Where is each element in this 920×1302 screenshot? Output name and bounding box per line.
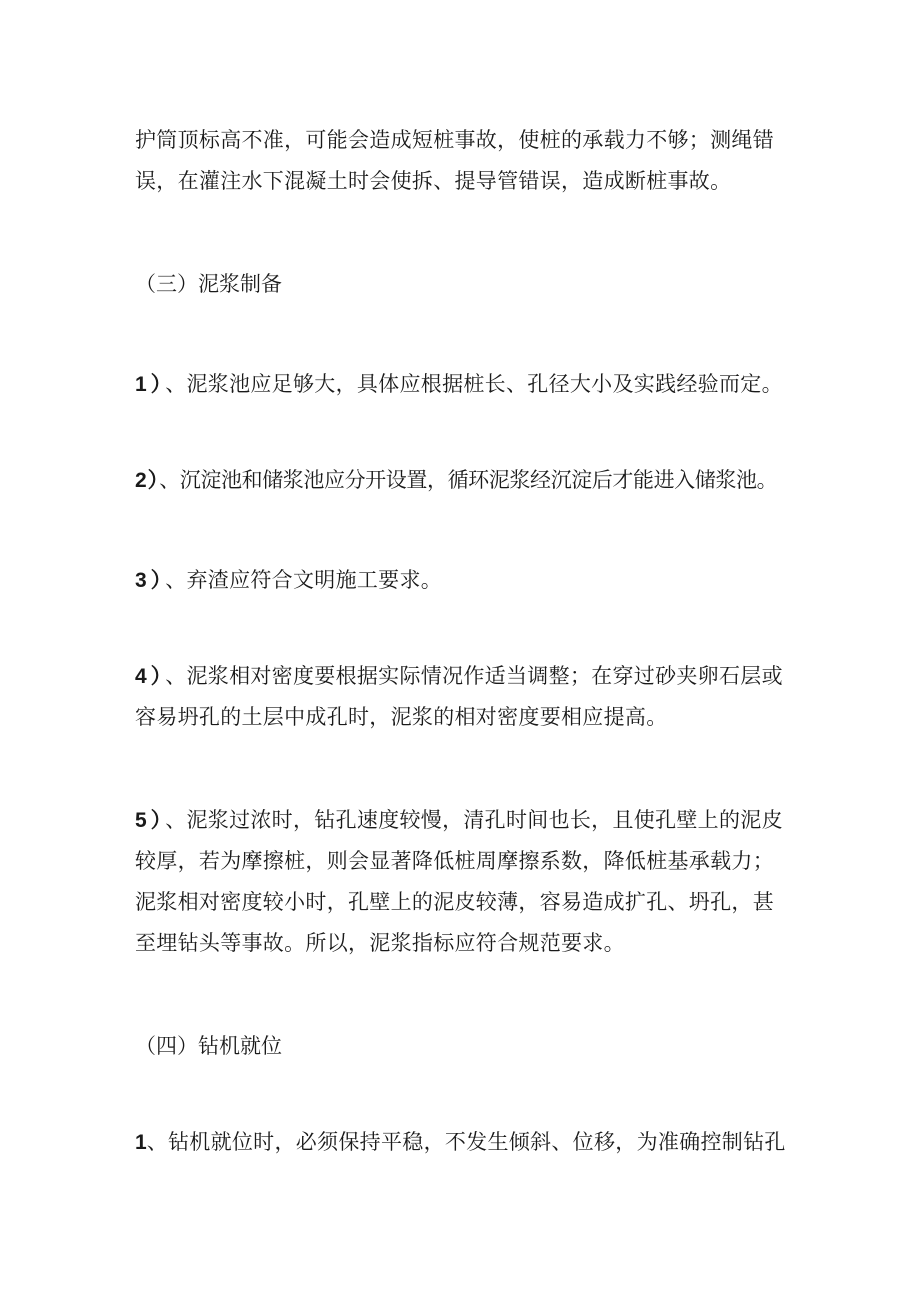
list-item-text: 、沉淀池和储浆池应分开设置，循环泥浆经沉淀后才能进入储浆池。 <box>159 468 778 492</box>
list-item-text: 、钻机就位时，必须保持平稳，不发生倾斜、位移，为准确控制钻孔 <box>146 1130 786 1154</box>
list-item-number: 4） <box>135 665 166 688</box>
paragraph-casing <box>135 120 795 202</box>
list-item-text: 、泥浆池应足够大，具体应根据桩长、孔径大小及实践经验而定。 <box>165 372 783 396</box>
list-item-number: 5） <box>135 809 166 832</box>
list-item-1 <box>135 364 795 405</box>
list-item-text: 、弃渣应符合文明施工要求。 <box>165 568 443 592</box>
section-heading-mud-preparation: （三）泥浆制备 <box>135 272 282 296</box>
list-item-2 <box>135 460 795 501</box>
list-item-number: 2） <box>135 469 160 492</box>
list-item-number: 1 <box>135 1131 147 1154</box>
list-item-4 <box>135 656 795 738</box>
paragraph-line: 泥浆相对密度较小时，孔壁上的泥皮较薄，容易造成扩孔、坍孔，甚 <box>135 890 774 914</box>
paragraph-line: 较厚，若为摩擦桩，则会显著降低桩周摩擦系数，降低桩基承载力； <box>135 849 774 873</box>
section-heading-rig-positioning: （四）钻机就位 <box>135 1034 282 1058</box>
list-item-text: 、泥浆相对密度要根据实际情况作适当调整；在穿过砂夹卵石层或 <box>165 664 783 688</box>
paragraph-line: 误，在灌注水下混凝土时会使拆、提导管错误，造成断桩事故。 <box>135 169 732 193</box>
list-item-number: 1） <box>135 373 166 396</box>
list-item-number: 3） <box>135 569 166 592</box>
list-item-5 <box>135 800 795 964</box>
list-item-text: 、泥浆过浓时，钻孔速度较慢，清孔时间也长，且使孔壁上的泥皮 <box>165 808 783 832</box>
list-item-3 <box>135 560 795 601</box>
list-item-6 <box>135 1122 795 1163</box>
paragraph-line: 至埋钻头等事故。所以，泥浆指标应符合规范要求。 <box>135 931 625 955</box>
paragraph-line: 容易坍孔的土层中成孔时，泥浆的相对密度要相应提高。 <box>135 705 668 729</box>
paragraph-line: 护筒顶标高不准，可能会造成短桩事故，使桩的承载力不够；测绳错 <box>135 128 774 152</box>
